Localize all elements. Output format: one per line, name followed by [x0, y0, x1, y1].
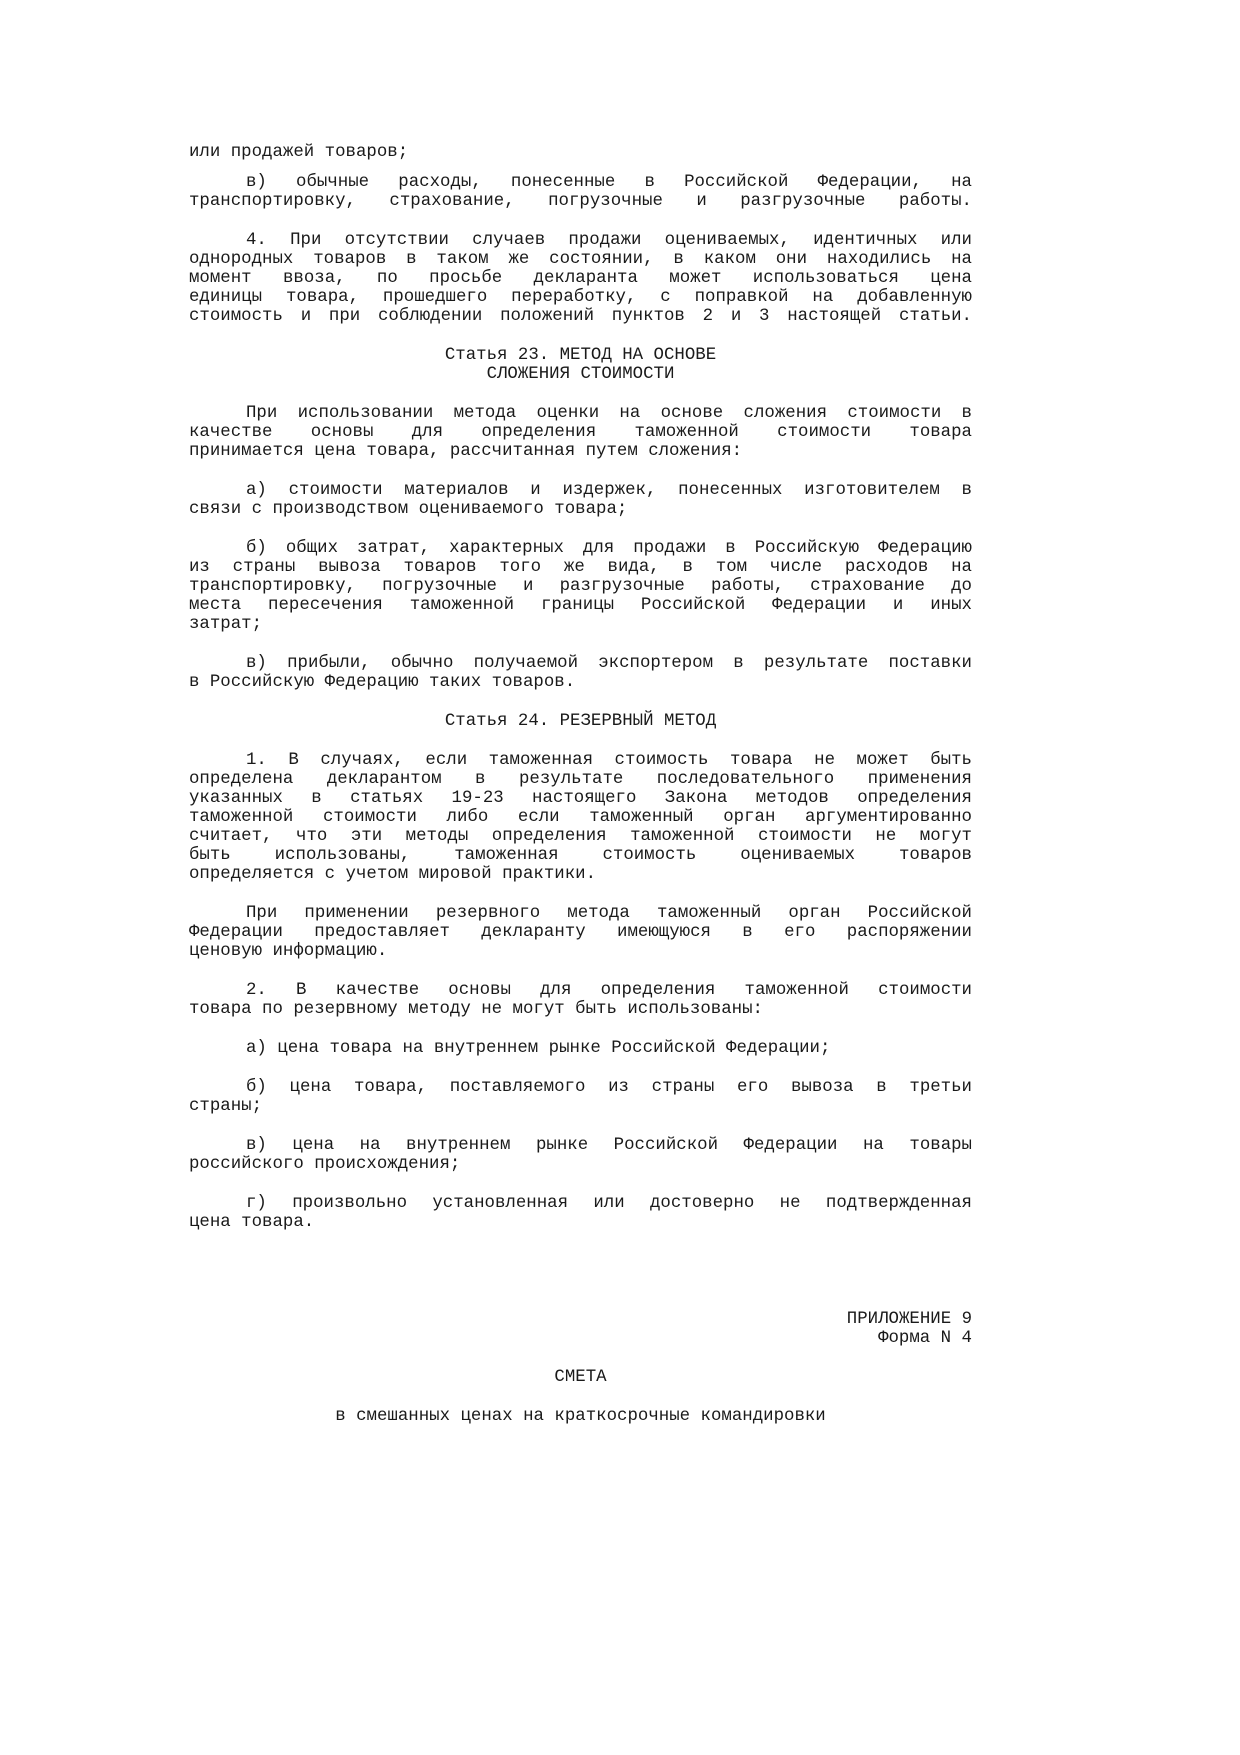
text-line: 1. В случаях, если таможенная стоимость товара не может быть: [246, 751, 972, 770]
text-line: связи с производством оцениваемого товара;: [189, 500, 628, 519]
text-line: При применении резервного метода таможенный орган Российской: [246, 904, 972, 923]
text-line: места пересечения таможенной границы Российской Федерации и иных: [189, 596, 972, 615]
text-line: 2. В качестве основы для определения таможенной стоимости: [246, 981, 972, 1000]
text-line: единицы товара, прошедшего переработку, с поправкой на добавленную: [189, 288, 972, 307]
text-line: транспортировку, страхование, погрузочные и разгрузочные работы.: [189, 192, 972, 211]
text-line: быть использованы, таможенная стоимость оцениваемых товаров: [189, 846, 972, 865]
text-line: или продажей товаров;: [189, 143, 409, 162]
text-line: г) произвольно установленная или достоверно не подтвержденная: [246, 1194, 972, 1213]
text-line: определяется с учетом мировой практики.: [189, 865, 597, 884]
text-line: При использовании метода оценки на основе сложения стоимости в: [246, 404, 972, 423]
text-line: из страны вывоза товаров того же вида, в том числе расходов на: [189, 558, 972, 577]
text-line: в) прибыли, обычно получаемой экспортером в результате поставки: [246, 654, 972, 673]
text-line: б) цена товара, поставляемого из страны его вывоза в третьи: [246, 1078, 972, 1097]
text-line: в) цена на внутреннем рынке Российской Федерации на товары: [246, 1136, 972, 1155]
document-subtitle: в смешанных ценах на краткосрочные командировки: [335, 1407, 826, 1426]
document-title: СМЕТА: [554, 1368, 607, 1387]
article-heading: Статья 24. РЕЗЕРВНЫЙ МЕТОД: [444, 712, 717, 731]
form-number: Форма N 4: [878, 1329, 972, 1348]
appendix-label: ПРИЛОЖЕНИЕ 9: [846, 1310, 972, 1329]
text-line: цена товара.: [189, 1213, 315, 1232]
article-heading: Статья 23. МЕТОД НА ОСНОВЕ: [444, 346, 717, 365]
article-heading: СЛОЖЕНИЯ СТОИМОСТИ: [486, 365, 675, 384]
text-line: качестве основы для определения таможенной стоимости товара: [189, 423, 972, 442]
text-line: страны;: [189, 1097, 263, 1116]
text-line: однородных товаров в таком же состоянии, в каком они находились на: [189, 250, 972, 269]
text-line: момент ввоза, по просьбе декларанта может использоваться цена: [189, 269, 972, 288]
text-line: в) обычные расходы, понесенные в Российской Федерации, на: [246, 173, 972, 192]
text-line: указанных в статьях 19-23 настоящего Закона методов определения: [189, 789, 972, 808]
text-line: определена декларантом в результате последовательного применения: [189, 770, 972, 789]
text-line: затрат;: [189, 615, 263, 634]
text-line: российского происхождения;: [189, 1155, 461, 1174]
text-line: принимается цена товара, рассчитанная путем сложения:: [189, 442, 743, 461]
text-line: таможенной стоимости либо если таможенный орган аргументированно: [189, 808, 972, 827]
text-line: стоимость и при соблюдении положений пунктов 2 и 3 настоящей статьи.: [189, 307, 972, 326]
text-line: ценовую информацию.: [189, 942, 388, 961]
text-line: б) общих затрат, характерных для продажи в Российскую Федерацию: [246, 539, 972, 558]
text-line: а) стоимости материалов и издержек, понесенных изготовителем в: [246, 481, 972, 500]
text-line: транспортировку, погрузочные и разгрузочные работы, страхование до: [189, 577, 972, 596]
text-line: считает, что эти методы определения таможенной стоимости не могут: [189, 827, 972, 846]
text-line: Федерации предоставляет декларанту имеющуюся в его распоряжении: [189, 923, 972, 942]
text-line: в Российскую Федерацию таких товаров.: [189, 673, 576, 692]
text-line: 4. При отсутствии случаев продажи оцениваемых, идентичных или: [246, 231, 972, 250]
text-line: а) цена товара на внутреннем рынке Российской Федерации;: [246, 1039, 831, 1058]
text-line: товара по резервному методу не могут быть использованы:: [189, 1000, 763, 1019]
